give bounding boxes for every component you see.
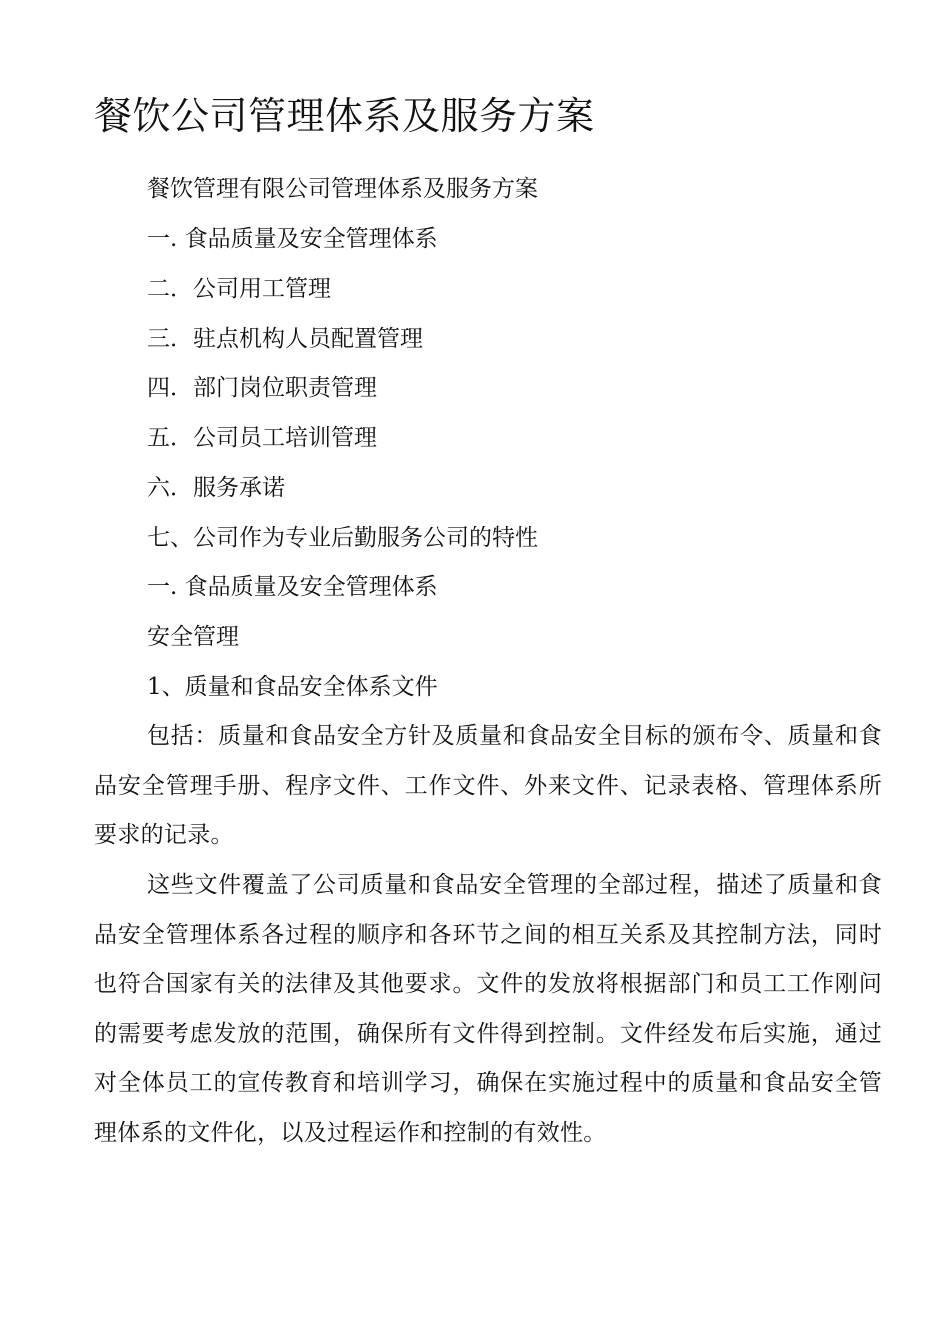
body-paragraph-1: 包括：质量和食品安全方针及质量和食品安全目标的颁布令、质量和食品安全管理手册、程序文件、工作文件、外来文件、记录表格、管理体系所要求的记录。 [94,723,882,848]
section-heading: 一. 食品质量及安全管理体系 [147,574,438,600]
outline-line-section-5: 五．公司员工培训管理 [147,425,377,451]
outline-line-section-3: 三．驻点机构人员配置管理 [147,326,423,352]
outline-line-section-4: 四．部门岗位职责管理 [147,375,377,401]
subsection-heading: 安全管理 [147,624,239,650]
outline-line-section-1: 一. 食品质量及安全管理体系 [147,226,438,252]
body-paragraph-2: 这些文件覆盖了公司质量和食品安全管理的全部过程，描述了质量和食品安全管理体系各过程的顺序和各环节之间的相互关系及其控制方法，同时也符合国家有关的法律及其他要求。文件的发放将根据部门和员工工作刚问的需要考虑发放的范围，确保所有文件得到控制。文件经发布后实施，通过对全体员工的宣传教育和培训学习，确保在实施过程中的质量和食品安全管理体系的文件化，以及过程运作和控制的有效性。 [94,872,882,1146]
outline-line-section-6: 六．服务承诺 [147,475,285,501]
outline-line-section-7: 七、公司作为专业后勤服务公司的特性 [147,525,538,551]
document-title: 餐饮公司管理体系及服务方案 [94,94,595,138]
outline-line-subtitle: 餐饮管理有限公司管理体系及服务方案 [147,176,538,202]
item-heading: 1、质量和食品安全体系文件 [147,674,438,700]
outline-line-section-2: 二．公司用工管理 [147,276,331,302]
